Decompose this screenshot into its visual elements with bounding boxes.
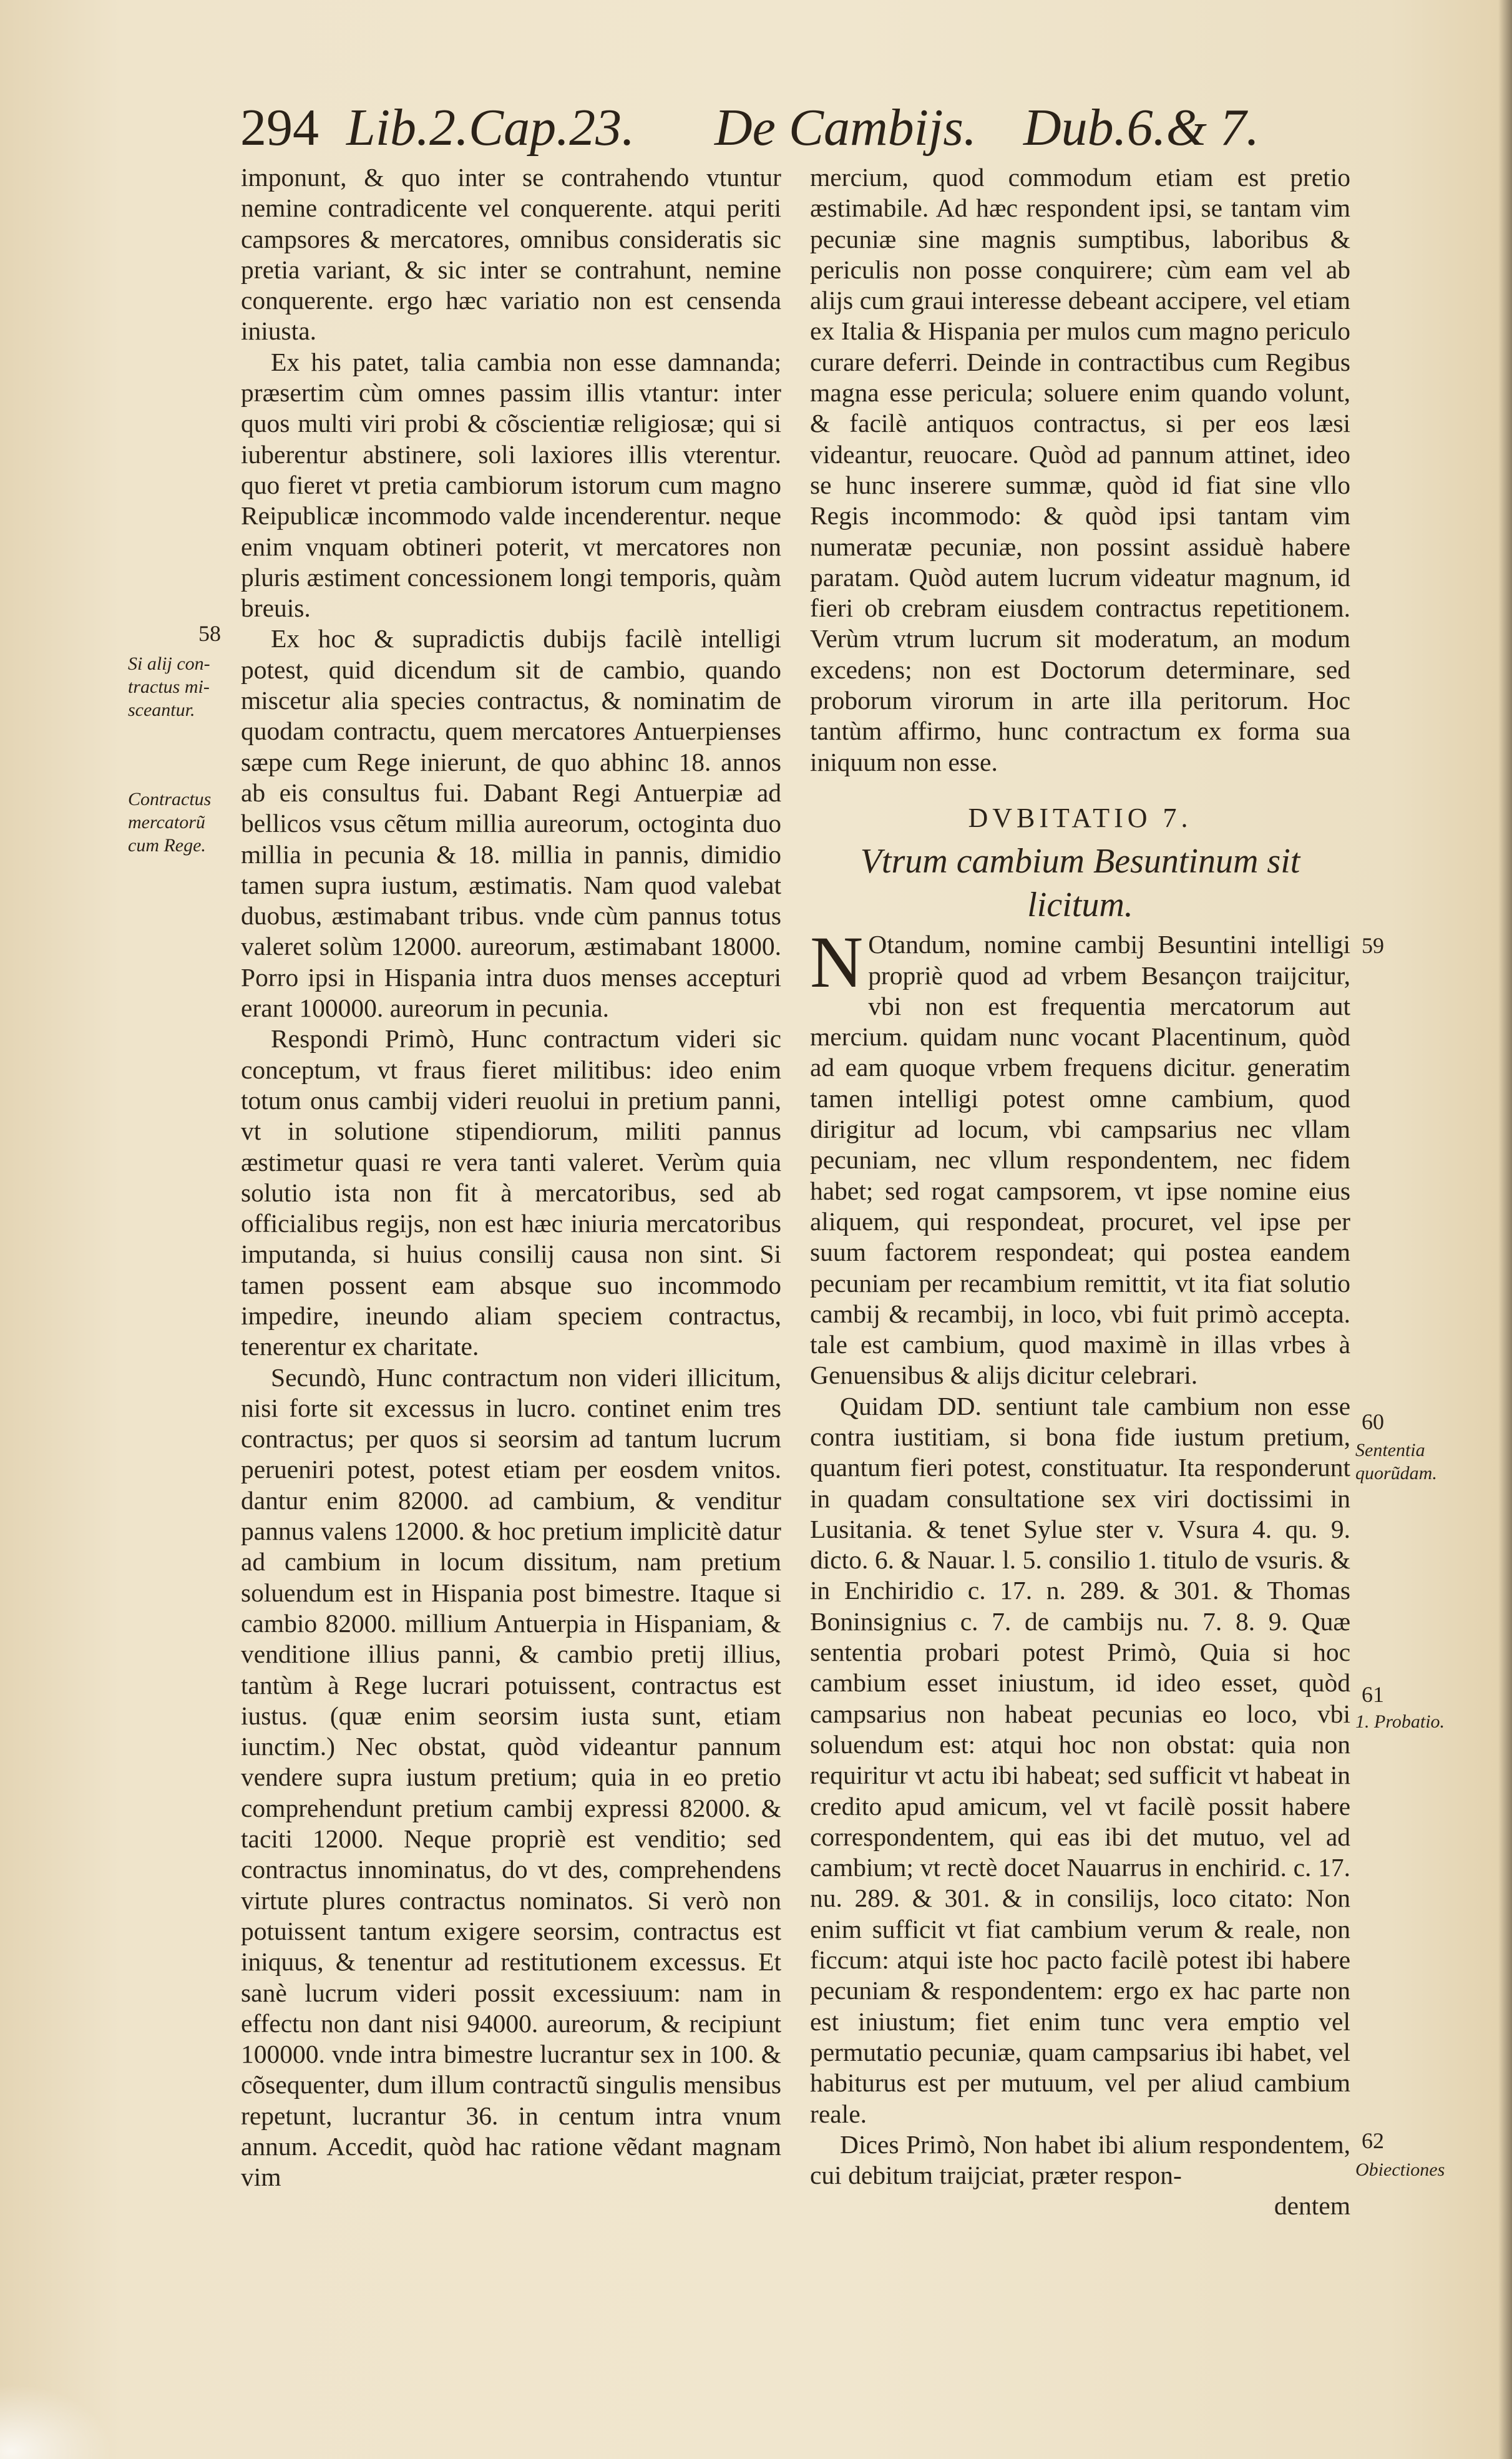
dubitatio-title: Vtrum cambium Besuntinum sit licitum. [860,842,1300,925]
paragraph: imponunt, & quo inter se contrahendo vtuntur nemine contradicente vel conquerente. atqui periti campsores & mercatores, omnibus consideratis sic pretia variant, & sic inter se contrahunt, nemine conquerente. ergo hæc variatio non est censenda iniusta. [241,163,781,346]
paragraph: Quidam DD. sentiunt tale cambium non esse contra iustitiam, si bona fide iustum pretium, quantum fieri potest, constituatur. Ita responderunt in quadam consultatione sex viri doctissimi in Lusitania. & tenet Sylue ster v. Vsura 4. qu. 9. dicto. 6. & Nauar. l. 5. consilio 1. titulo de vsuris. & in Enchiridio c. 17. n. 289. & 301. & Thomas Boninsignius c. 7. de cambijs nu. 7. 8. 9. Quæ sententia probari potest Primò, Quia si hoc cambium esset iniustum, id ideo esset, quòd campsarius non habeat pecunias eo loco, vbi soluendum est: atqui hoc non obstat: quia non requiritur vt actu ibi habeat; sed sufficit vt habeat in credito apud amicum, vel vt facilè possit habere correspondentem, qui eas ibi det mutuo, vel ad cambium; vt rectè docet Nauarrus in enchirid. c. 17. nu. 289. & 301. & in consilijs, loco citato: Non enim sufficit vt fiat cambium verum & reale, non ficcum: atqui iste hoc pacto facilè potest ibi habere pecuniam & respondentem: ergo ex hac parte non est iniustum; fiet enim tunc vera emptio vel permutatio pecuniæ, quam campsarius ibi habet, vel habiturus est per mutuum, vel per aliud cambium reale. [810,1391,1350,2128]
margin-note-line: quorũdam. [1355,1463,1437,1484]
catchword: dentem [1274,2191,1350,2221]
margin-note-line: tractus mi- [128,677,210,697]
dubitatio-heading: DVBITATIO 7. [968,802,1193,833]
margin-note-line: mercatorũ [128,812,205,833]
marginal-number: 61 [1362,1682,1384,1707]
header-topic: De Cambijs. [715,99,977,157]
margin-note-line: Contractus [128,789,212,809]
paper-stain [0,2384,112,2459]
running-header [240,94,1363,162]
margin-note: 1. Probatio. [1355,1711,1445,1732]
marginal-number: 59 [1362,933,1384,958]
paragraph: mercium, quod commodum etiam est pretio æstimabile. Ad hæc respondent ipsi, se tantam vim pecuniæ sine magnis sumptibus, laboribus & periculis non posse conquirere; cùm eam vel ab alijs cum graui interesse debeant accipere, vel etiam ex Italia & Hispania per mulos cum magno periculo curare deferri. Deinde in contractibus cum Regibus magna esse pericula; soluere enim quando volunt, & facilè antiquos contractus, si per eos læsi videantur, reuocare. Quòd ad pannum attinet, ideo se hunc inserere summæ, quòd id fiat sine vllo Regis incommodo: & quòd ipsi tantam vim numeratæ pecuniæ, non possint assiduè habere paratam. Quòd autem lucrum videatur magnum, id fieri ob crebram eiusdem contractus repetitionem. Verùm vtrum lucrum sit moderatum, an modum excedens; non est Doctorum determinare, sed proborum virorum in arte illa peritorum. Hoc tantùm affirmo, hunc contractum ex forma sua iniquum non esse. [810,163,1350,776]
marginal-number: 62 [1362,2128,1384,2153]
paragraph-text: Otandum, nomine cambij Besuntini intelligi propriè quod ad vrbem Besançon traijcitur, vbi non est frequentia mercatorum aut mercium. quidam nunc vocant Placentinum, quòd ad eam quoque vrbem frequens dicitur. generatim tamen intelligi potest omne cambium, quod dirigitur ad locum, vbi campsarius nec vllam pecuniam, nec vllum respondentem, nec fidem habet; sed rogat campsorem, vt ipse nomine eius aliquem, qui respondeat, procuret, vel ipse per suum factorem respondeat; qui postea eandem pecuniam per recambium remittit, vt ita fiat solutio cambij & recambij, in loco, vbi fuit primò accepta. tale est cambium, quod maximè in illas vrbes à Genuensibus & alijs dicitur celebrari. [810,930,1350,1390]
margin-note-line: sceantur. [128,700,195,720]
header-book: Lib.2.Cap.23. [346,99,635,157]
margin-note-line: Si alij con- [128,653,210,674]
page-edge-shadow [1498,0,1512,2459]
marginal-number: 58 [198,621,221,646]
marginal-number: 60 [1362,1409,1384,1434]
drop-cap: N [810,921,864,1004]
left-column [241,162,781,2193]
paragraph: Ex hoc & supradictis dubijs facilè intelligi potest, quid dicendum sit de cambio, quando miscetur alia species contractus, & nominatim de quodam contractu, quem mercatores Antuerpienses sæpe cum Rege inierunt, de quo abhinc 18. annos ab eis consultus fui. Dabant Regi Antuerpiæ ad bellicos vsus cẽtum millia aureorum, octoginta duo millia in pecunia & 18. millia in pannis, dimidio tamen supra iustum, æstimatis. Nam quod valebat duobus, æstimabant tribus. vnde cùm pannus totus valeret solùm 12000. aureorum, æstimabant 18000. Porro ipsi in Hispania intra duos menses accepturi erant 100000. aureorum in pecunia. [241,624,781,1023]
margin-note-line: Sententia [1355,1440,1425,1460]
paragraph: Dices Primò, Non habet ibi alium respondentem, cui debitum traijciat, præter respon- [810,2129,1350,2190]
paragraph: Respondi Primò, Hunc contractum videri sic conceptum, vt fraus fieret militibus: ideo enim totum onus cambij videri reuolui in pretium panni, vt in solutione stipendiorum, militi pannus æstimetur quasi re vera tanti valeret. Verùm quia solutio ista non fit à mercatoribus, sed ab officialibus regijs, non est hæc iniuria mercatoribus imputanda, si huius consilij causa non sint. Si tamen possent eam absque suo incommodo impedire, ineundo aliam speciem contractus, tenerentur ex charitate. [241,1024,781,1361]
header-dub: Dub.6.& 7. [1023,99,1259,157]
margin-note: Obiectiones [1355,2159,1445,2180]
paragraph: Ex his patet, talia cambia non esse damnanda; præsertim cùm omnes passim illis vtantur: inter quos multi viri probi & cõscientiæ religiosæ; qui si iuberentur abstinere, soli laxiores illis vterentur. quo fieret vt pretia cambiorum istorum cum magno Reipublicæ incommodo valde incenderentur. neque enim vnquam obtineri poterit, vt mercatores non pluris æstiment concessionem longi temporis, quàm breuis. [241,347,781,623]
page-number: 294 [240,99,319,157]
right-column [810,162,1350,2222]
paragraph-with-dropcap [810,921,1350,1391]
margin-note-line: cum Rege. [128,835,206,856]
paragraph: Secundò, Hunc contractum non videri illicitum, nisi forte sit excessus in lucro. continet enim tres contractus; per quos si seorsim ad tantum lucrum perueniri potest, potest etiam per eosdem vnitos. dantur enim 82000. ad cambium, & venditur pannus valens 12000. & hoc pretium implicitè datur ad cambium in locum dissitum, nam pretium soluendum est in Hispania post bimestre. Itaque si cambio 82000. millium Antuerpia in Hispaniam, & venditione illius panni, & cambio pretij illius, tantùm à Rege lucrari potuissent, contractus est iustus. (quæ enim seorsim iusta sunt, etiam iunctim.) Nec obstat, quòd videantur pannum vendere supra iustum pretium; quia in eo pretio comprehendunt pretium cambij expressi 82000. & taciti 12000. Neque propriè est venditio; sed contractus innominatus, do vt des, comprehendens virtute plures contractus nominatos. Si verò non potuissent tantum exigere seorsim, contractus est iniquus, & tenentur ad restitutionem excessus. Et sanè lucrum videri possit excessiuum: nam in effectu non dant nisi 94000. aureorum, & recipiunt 100000. vnde intra bimestre lucrantur sex in 100. & cõsequenter, dum illum contractũ singulis mensibus repetunt, lucrantur 36. in centum intra vnum annum. Accedit, quòd hac ratione vẽdant magnam vim [241,1362,781,2192]
